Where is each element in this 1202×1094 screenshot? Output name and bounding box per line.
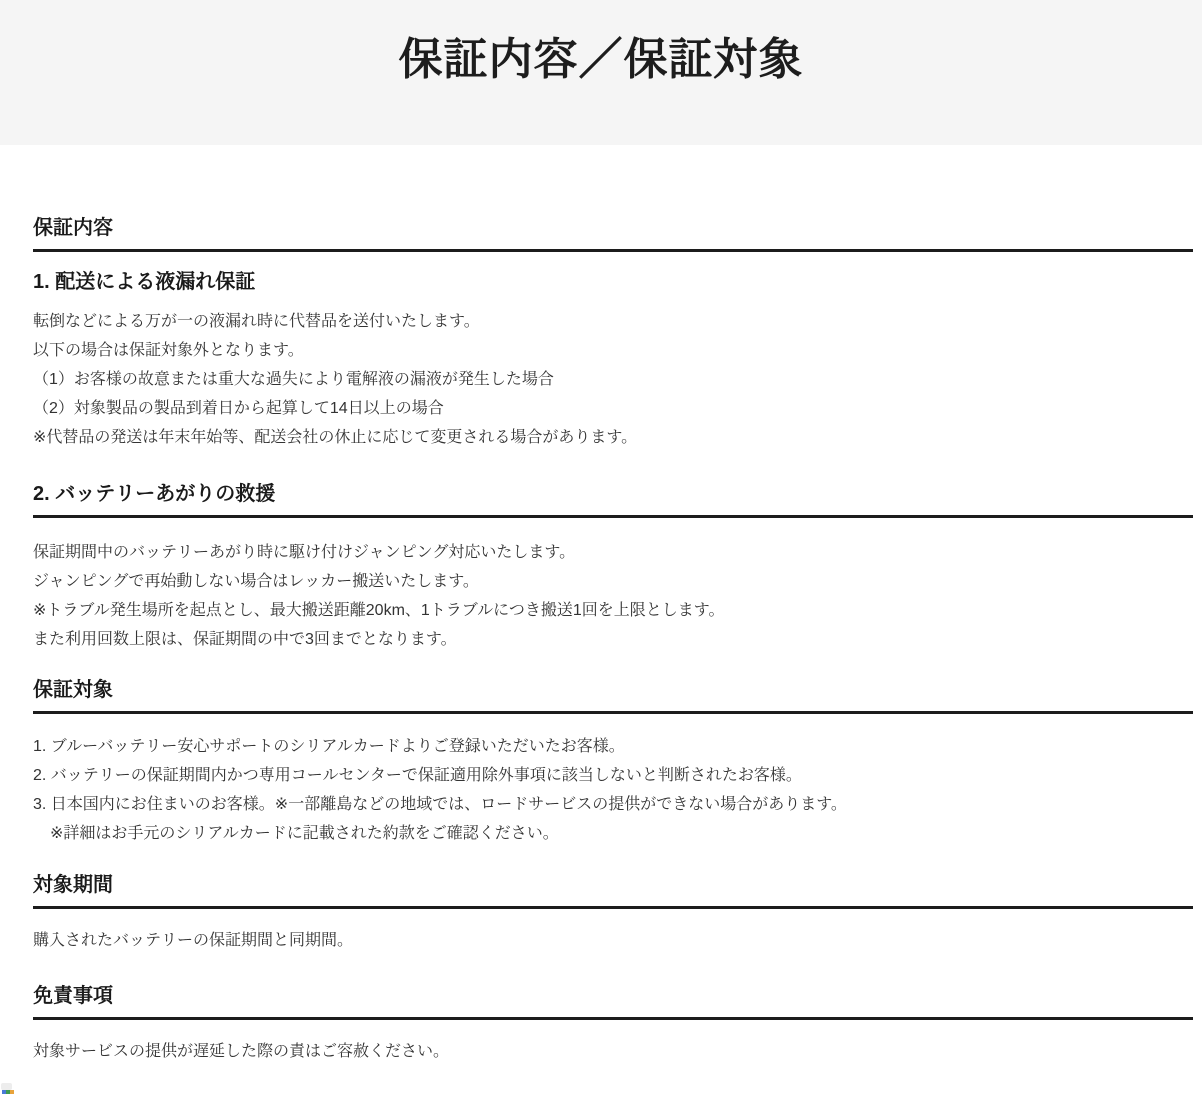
text-line: ※トラブル発生場所を起点とし、最大搬送距離20km、1トラブルにつき搬送1回を上限とします。 <box>33 602 725 619</box>
list-item: 1. ブルーバッテリー安心サポートのシリアルカードよりご登録いただいたお客様。 <box>33 738 625 755</box>
text-line: （2）対象製品の製品到着日から起算して14日以上の場合 <box>33 400 444 417</box>
text-line: ※代替品の発送は年末年始等、配送会社の休止に応じて変更される場合があります。 <box>33 429 638 446</box>
text-line: 保証期間中のバッテリーあがり時に駆け付けジャンピング対応いたします。 <box>33 544 576 561</box>
text-line: また利用回数上限は、保証期間の中で3回までとなります。 <box>33 631 457 648</box>
leak-warranty-text <box>33 307 1193 452</box>
list-item: 2. バッテリーの保証期間内かつ専用コールセンターで保証適用除外事項に該当しないと判断されたお客様。 <box>33 767 802 784</box>
widget-blob <box>1 1083 12 1090</box>
widget-orange-square <box>10 1090 14 1094</box>
page-title: 保証内容／保証対象 <box>398 35 804 84</box>
warranty-target-list <box>33 732 1193 848</box>
text-line: ジャンピングで再始動しない場合はレッカー搬送いたします。 <box>33 573 479 590</box>
text-line: （1）お客様の故意または重大な過失により電解液の漏液が発生した場合 <box>33 371 554 388</box>
text-line: 以下の場合は保証対象外となります。 <box>33 342 304 359</box>
target-period-text: 購入されたバッテリーの保証期間と同期間。 <box>33 932 354 949</box>
subsection-heading-leak-warranty: 1. 配送による液漏れ保証 <box>33 271 256 293</box>
subsection-heading-jumpstart-rescue: 2. バッテリーあがりの救援 <box>33 484 1193 518</box>
disclaimer-text: 対象サービスの提供が遅延した際の責はご容赦ください。 <box>33 1043 450 1060</box>
list-note: ※詳細はお手元のシリアルカードに記載された約款をご確認ください。 <box>50 825 559 842</box>
section-heading-disclaimer: 免責事項 <box>33 986 1193 1020</box>
page-header <box>0 0 1202 145</box>
list-item: 3. 日本国内にお住まいのお客様。※一部離島などの地域では、ロードサービスの提供ができない場合があります。 <box>33 796 847 813</box>
page-corner-widget-fragment <box>0 1080 18 1094</box>
jumpstart-rescue-text <box>33 538 1193 654</box>
section-heading-warranty-target: 保証対象 <box>33 680 1193 714</box>
section-heading-warranty-content: 保証内容 <box>33 218 1193 252</box>
section-heading-target-period: 対象期間 <box>33 875 1193 909</box>
text-line: 転倒などによる万が一の液漏れ時に代替品を送付いたします。 <box>33 313 480 330</box>
page-content <box>0 218 1202 1066</box>
